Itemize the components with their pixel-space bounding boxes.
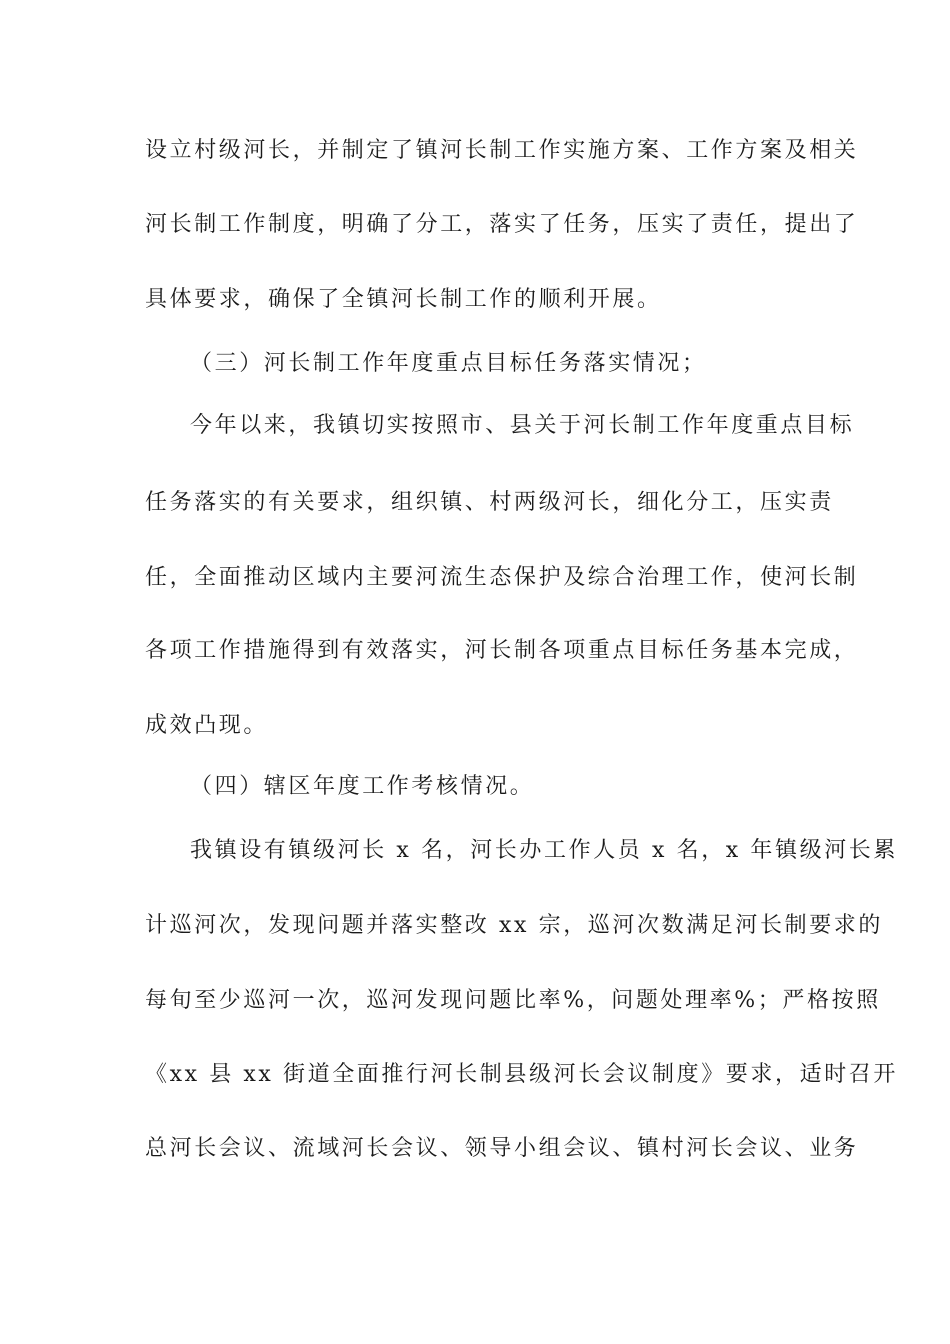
body-text-line: 《xx 县 xx 街道全面推行河长制县级河长会议制度》要求，适时召开 xyxy=(145,1062,899,1087)
body-text-line: 今年以来，我镇切实按照市、县关于河长制工作年度重点目标 xyxy=(190,413,855,438)
body-text-line: 成效凸现。 xyxy=(145,713,269,738)
body-text-line: 河长制工作制度，明确了分工，落实了任务，压实了责任，提出了 xyxy=(145,212,859,237)
body-text-line: 每旬至少巡河一次，巡河发现问题比率%，问题处理率%；严格按照 xyxy=(145,988,881,1013)
body-text-line: 总河长会议、流域河长会议、领导小组会议、镇村河长会议、业务 xyxy=(145,1136,859,1161)
body-text-line: 具体要求，确保了全镇河长制工作的顺利开展。 xyxy=(145,287,662,312)
body-text-line: 任务落实的有关要求，组织镇、村两级河长，细化分工，压实责 xyxy=(145,490,834,515)
section-heading-3: （三）河长制工作年度重点目标任务落实情况； xyxy=(190,351,707,376)
body-text-line: 各项工作措施得到有效落实，河长制各项重点目标任务基本完成， xyxy=(145,638,859,663)
section-heading-4: （四）辖区年度工作考核情况。 xyxy=(190,774,535,799)
body-text-line: 任，全面推动区域内主要河流生态保护及综合治理工作，使河长制 xyxy=(145,565,859,590)
body-text-line: 计巡河次，发现问题并落实整改 xx 宗，巡河次数满足河长制要求的 xyxy=(145,913,884,938)
body-text-line: 我镇设有镇级河长 x 名，河长办工作人员 x 名，x 年镇级河长累 xyxy=(190,838,898,863)
body-text-line: 设立村级河长，并制定了镇河长制工作实施方案、工作方案及相关 xyxy=(145,138,859,163)
